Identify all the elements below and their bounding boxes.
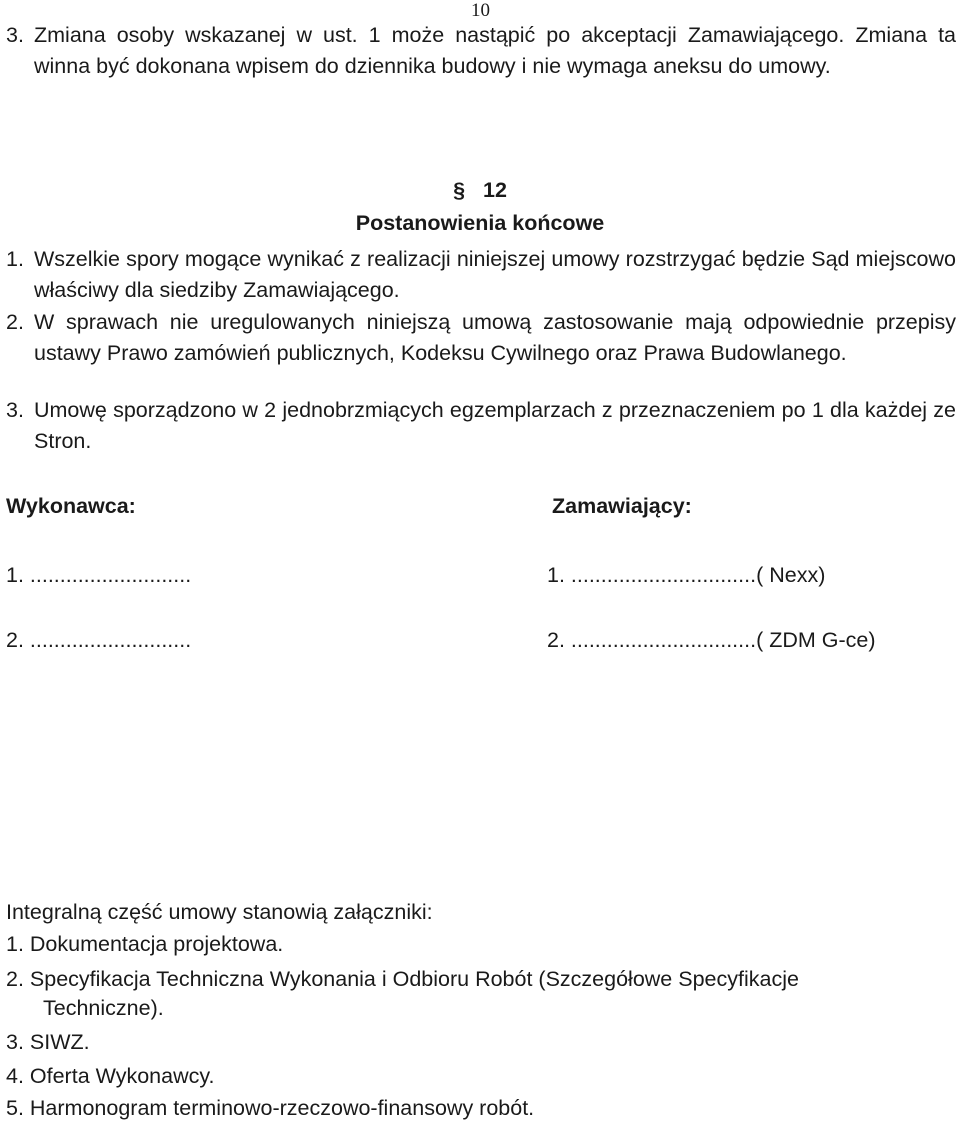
clause-text: W sprawach nie uregulowanych niniejszą umową zastosowanie mają odpowiednie przepisy ustawy Prawo zamówień publicznych, Kodeksu Cywilnego oraz Prawa Budowlanego. xyxy=(34,310,956,365)
attachment-item: 3. SIWZ. xyxy=(6,1030,90,1054)
section-title: Postanowienia końcowe xyxy=(355,211,605,235)
section-symbol: § xyxy=(453,178,466,202)
attachments-heading: Integralną część umowy stanowią załączniki: xyxy=(6,900,433,924)
section-number: 12 xyxy=(482,178,507,202)
page-number: 10 xyxy=(471,0,490,21)
clause-2 xyxy=(6,307,956,369)
intro-clause xyxy=(6,20,956,82)
clause-3 xyxy=(6,395,956,457)
attachment-item: 4. Oferta Wykonawcy. xyxy=(6,1064,215,1088)
contractor-signature-line: 1. ........................... xyxy=(6,563,192,587)
contractor-signature-line: 2. ........................... xyxy=(6,628,192,652)
clause-number: 3. xyxy=(6,398,24,422)
client-signature-line: 1. ...............................( Nexx) xyxy=(547,563,826,587)
clause-number: 1. xyxy=(6,247,24,271)
clause-1 xyxy=(6,244,956,306)
clause-text: Wszelkie spory mogące wynikać z realizacji niniejszej umowy rozstrzygać będzie Sąd miejscowo właściwy dla siedziby Zamawiającego. xyxy=(34,247,956,302)
contractor-label: Wykonawca: xyxy=(6,494,136,518)
section-heading xyxy=(0,175,960,206)
client-signature-line: 2. ...............................( ZDM G-ce) xyxy=(547,628,876,652)
attachment-item: 2. Specyfikacja Techniczna Wykonania i Odbioru Robót (Szczegółowe Specyfikacje xyxy=(6,967,799,991)
attachment-item-continuation: Techniczne). xyxy=(43,996,164,1020)
attachment-item: 1. Dokumentacja projektowa. xyxy=(6,932,284,956)
clause-text: Umowę sporządzono w 2 jednobrzmiących egzemplarzach z przeznaczeniem po 1 dla każdej ze Stron. xyxy=(34,398,956,453)
client-label: Zamawiający: xyxy=(552,494,692,518)
clause-text: Zmiana osoby wskazanej w ust. 1 może nastąpić po akceptacji Zamawiającego. Zmiana ta winna być dokonana wpisem do dziennika budowy i nie wymaga aneksu do umowy. xyxy=(34,23,956,78)
attachment-item: 5. Harmonogram terminowo-rzeczowo-finansowy robót. xyxy=(6,1096,535,1120)
clause-number: 3. xyxy=(6,23,24,47)
clause-number: 2. xyxy=(6,310,24,334)
